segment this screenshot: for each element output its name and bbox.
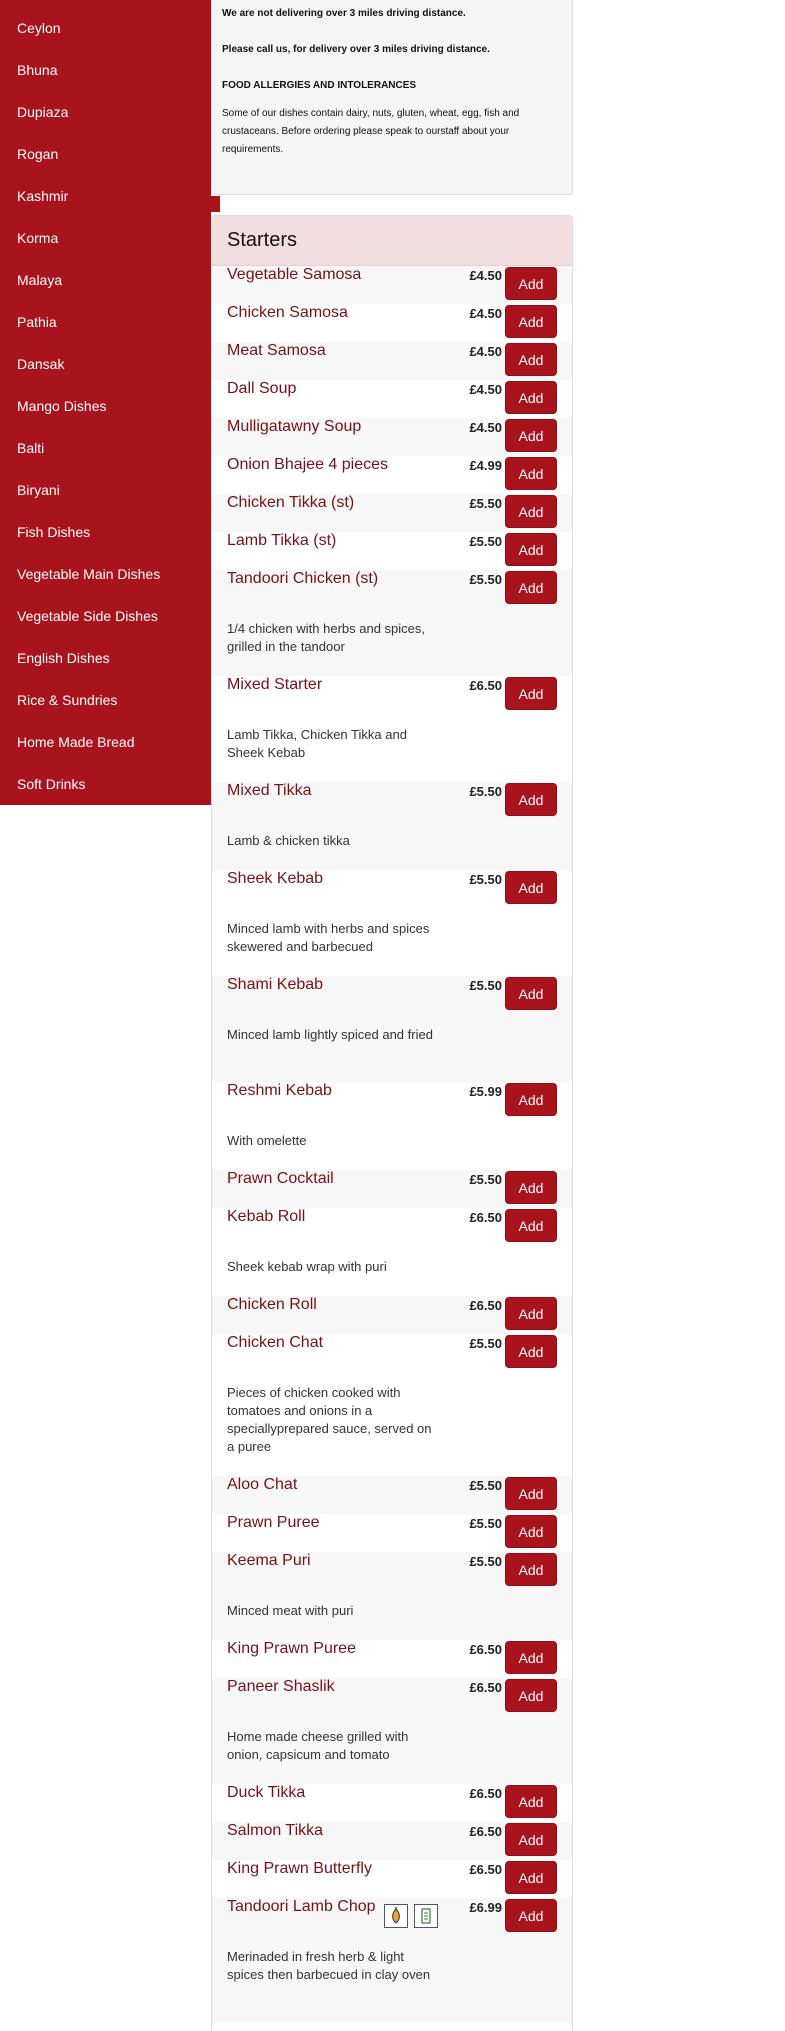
item-price: £5.50 [469,1172,502,1187]
add-button[interactable]: Add [505,381,557,414]
menu-item [212,1678,572,1784]
item-description: 1/4 chicken with herbs and spices, grilled in the tandoor [227,621,425,654]
item-name: King Prawn Puree [227,1640,356,1657]
add-button[interactable]: Add [505,1515,557,1548]
mild-chili-icon [384,1904,408,1928]
sidebar-item-pathia[interactable]: Pathia [17,314,57,330]
item-name: Dall Soup [227,380,297,397]
menu-panel [211,215,573,2031]
menu-item [212,870,572,976]
sidebar-item-mango-dishes[interactable]: Mango Dishes [17,398,107,414]
add-button[interactable]: Add [505,305,557,338]
menu-item-list [212,266,572,2022]
delivery-call-notice: Please call us, for delivery over 3 miles driving distance. [222,44,490,55]
sidebar-item-balti[interactable]: Balti [17,440,45,456]
add-button[interactable]: Add [505,1171,557,1204]
allergy-heading: FOOD ALLERGIES AND INTOLERANCES [222,80,417,91]
sidebar-item-bhuna[interactable]: Bhuna [17,62,58,78]
add-button[interactable]: Add [505,1861,557,1894]
menu-item [212,1208,572,1296]
item-price: £5.50 [469,496,502,511]
item-name: Mixed Tikka [227,782,312,799]
add-button[interactable]: Add [505,1641,557,1674]
item-name: Chicken Roll [227,1296,317,1313]
item-name: Prawn Puree [227,1514,320,1531]
item-price: £4.50 [469,268,502,283]
menu-item [212,676,572,782]
add-button[interactable]: Add [505,1477,557,1510]
sidebar-item-vegetable-main-dishes[interactable]: Vegetable Main Dishes [17,566,161,582]
menu-item [212,1170,572,1208]
menu-item [212,532,572,570]
item-price: £5.50 [469,784,502,799]
item-price: £6.50 [469,1680,502,1695]
sidebar-item-kashmir[interactable]: Kashmir [17,188,69,204]
item-price: £5.50 [469,1478,502,1493]
sidebar-item-ceylon[interactable]: Ceylon [17,20,61,36]
sidebar-item-fish-dishes[interactable]: Fish Dishes [17,524,91,540]
item-name: Tandoori Chicken (st) [227,570,379,587]
category-list [0,7,211,805]
item-name: Duck Tikka [227,1784,306,1801]
item-name: Onion Bhajee 4 pieces [227,456,388,473]
item-price: £5.50 [469,978,502,993]
item-name: Lamb Tikka (st) [227,532,337,549]
item-price: £5.50 [469,872,502,887]
item-price: £6.50 [469,1862,502,1877]
item-price: £5.99 [469,1084,502,1099]
menu-item [212,418,572,456]
menu-item [212,456,572,494]
sidebar-item-vegetable-side-dishes[interactable]: Vegetable Side Dishes [17,608,158,624]
add-button[interactable]: Add [505,871,557,904]
add-button[interactable]: Add [505,1679,557,1712]
item-name: Prawn Cocktail [227,1170,334,1187]
menu-item [212,782,572,870]
item-name: Tandoori Lamb Chop [227,1898,376,1915]
item-price: £4.50 [469,306,502,321]
sidebar-item-rogan[interactable]: Rogan [17,146,59,162]
item-name: Aloo Chat [227,1476,298,1493]
add-button[interactable]: Add [505,533,557,566]
item-price: £6.50 [469,678,502,693]
menu-item [212,1898,572,2022]
add-button[interactable]: Add [505,343,557,376]
dietary-icons [384,1904,438,1928]
item-description: Lamb Tikka, Chicken Tikka and Sheek Kebab [227,727,407,760]
item-description: Pieces of chicken cooked with tomatoes and onions in a speciallyprepared sauce, served on a puree [227,1385,432,1454]
item-price: £4.99 [469,458,502,473]
item-name: Meat Samosa [227,342,326,359]
item-description: Sheek kebab wrap with puri [227,1259,387,1274]
section-title: Starters [227,229,298,251]
menu-item [212,1334,572,1476]
sidebar-item-biryani[interactable]: Biryani [17,482,60,498]
item-name: Chicken Tikka (st) [227,494,355,511]
menu-item [212,1514,572,1552]
item-price: £5.50 [469,1336,502,1351]
item-name: Chicken Chat [227,1334,324,1351]
item-description: Lamb & chicken tikka [227,833,350,848]
add-button[interactable]: Add [505,1899,557,1932]
add-button[interactable]: Add [505,977,557,1010]
item-price: £5.50 [469,534,502,549]
add-button[interactable]: Add [505,457,557,490]
delivery-info-box [211,0,573,195]
item-name: Sheek Kebab [227,870,324,887]
menu-item [212,1784,572,1822]
add-button[interactable]: Add [505,267,557,300]
category-sidebar [0,0,211,805]
menu-item [212,976,572,1082]
item-description: Minced lamb with herbs and spices skewered and barbecued [227,921,430,954]
allergy-text: Some of our dishes contain dairy, nuts, gluten, wheat, egg, fish and crustaceans. Before ordering please speak to ourstaff about your requirements. [222,108,520,155]
item-price: £4.50 [469,420,502,435]
item-name: Mixed Starter [227,676,323,693]
add-button[interactable]: Add [505,1297,557,1330]
menu-item [212,1476,572,1514]
menu-item [212,1822,572,1860]
sidebar-item-home-made-bread[interactable]: Home Made Bread [17,734,135,750]
item-name: Paneer Shaslik [227,1678,335,1695]
menu-item [212,1082,572,1170]
menu-item [212,304,572,342]
add-button[interactable]: Add [505,783,557,816]
item-price: £5.50 [469,1554,502,1569]
item-description: With omelette [227,1133,307,1148]
add-button[interactable]: Add [505,677,557,710]
item-price: £6.50 [469,1210,502,1225]
item-name: Mulligatawny Soup [227,418,362,435]
menu-item [212,1640,572,1678]
item-description: Merinaded in fresh herb & light spices then barbecued in clay oven [227,1949,431,1982]
item-price: £4.50 [469,382,502,397]
section-header [212,216,572,266]
item-description: Home made cheese grilled with onion, capsicum and tomato [227,1729,409,1762]
add-button[interactable]: Add [505,1553,557,1586]
sidebar-item-english-dishes[interactable]: English Dishes [17,650,110,666]
menu-item [212,1552,572,1640]
item-name: Salmon Tikka [227,1822,324,1839]
menu-item [212,342,572,380]
item-price: £6.50 [469,1298,502,1313]
delivery-notice: We are not delivering over 3 miles driving distance. [222,8,466,19]
item-name: Chicken Samosa [227,304,348,321]
sidebar-item-malaya[interactable]: Malaya [17,272,63,288]
add-button[interactable]: Add [505,1335,557,1368]
item-price: £5.50 [469,572,502,587]
item-price: £6.50 [469,1824,502,1839]
add-button[interactable]: Add [505,419,557,452]
item-description: Minced meat with puri [227,1603,354,1618]
item-price: £6.50 [469,1786,502,1801]
sidebar-item-dansak[interactable]: Dansak [17,356,65,372]
menu-item [212,266,572,304]
gluten-free-icon [414,1904,438,1928]
item-name: Reshmi Kebab [227,1082,332,1099]
sidebar-tab [211,196,220,212]
add-button[interactable]: Add [505,495,557,528]
menu-item [212,1296,572,1334]
item-price: £6.99 [469,1900,502,1915]
item-price: £5.50 [469,1516,502,1531]
item-name: Kebab Roll [227,1208,306,1225]
add-button[interactable]: Add [505,1083,557,1116]
item-name: Keema Puri [227,1552,311,1569]
menu-item [212,494,572,532]
sidebar-item-dupiaza[interactable]: Dupiaza [17,104,69,120]
add-button[interactable]: Add [505,1209,557,1242]
add-button[interactable]: Add [505,1785,557,1818]
item-description: Minced lamb lightly spiced and fried [227,1027,433,1042]
sidebar-item-rice-sundries[interactable]: Rice & Sundries [17,692,118,708]
item-price: £6.50 [469,1642,502,1657]
sidebar-item-korma[interactable]: Korma [17,230,59,246]
menu-item [212,1860,572,1898]
add-button[interactable]: Add [505,1823,557,1856]
item-price: £4.50 [469,344,502,359]
item-name: Shami Kebab [227,976,324,993]
item-name: Vegetable Samosa [227,266,362,283]
item-name: King Prawn Butterfly [227,1860,372,1877]
sidebar-item-soft-drinks[interactable]: Soft Drinks [17,776,86,792]
menu-item [212,380,572,418]
menu-item [212,570,572,676]
add-button[interactable]: Add [505,571,557,604]
